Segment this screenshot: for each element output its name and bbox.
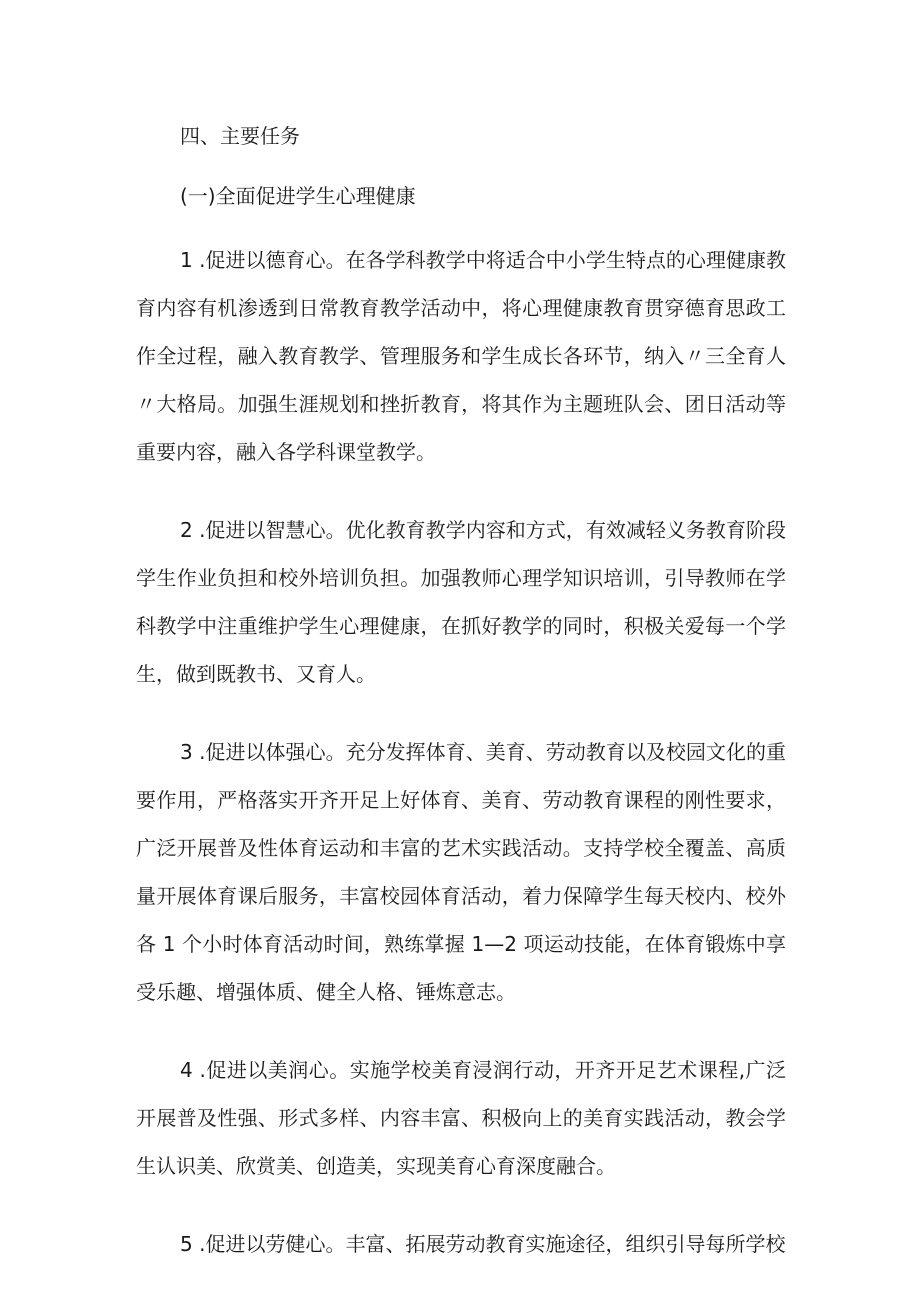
document-body xyxy=(136,112,786,1298)
section-heading: 四、主要任务 xyxy=(180,124,300,148)
paragraph-2: 2 .促进以智慧心。优化教育教学内容和方式，有效减轻义务教育阶段学生作业负担和校外培训负担。加强教师心理学知识培训，引导教师在学科教学中注重维护学生心理健康，在抓好教学的同时，积极关爱每一个学生，做到既教书、又育人。 xyxy=(136,518,786,686)
paragraph-5: 5 .促进以劳健心。丰富、拓展劳动教育实施途径，组织引导每所学校 xyxy=(180,1232,786,1256)
paragraph-4: 4 .促进以美润心。实施学校美育浸润行动，开齐开足艺术课程,广泛开展普及性强、形式多样、内容丰富、积极向上的美育实践活动，教会学生认识美、欣赏美、创造美，实现美育心育深度融合。 xyxy=(136,1058,786,1178)
paragraph-1: 1 .促进以德育心。在各学科教学中将适合中小学生特点的心理健康教育内容有机渗透到日常教育教学活动中，将心理健康教育贯穿德育思政工作全过程，融入教育教学、管理服务和学生成长各环节，纳入〃三全育人〃大格局。加强生涯规划和挫折教育，将其作为主题班队会、团日活动等重要内容，融入各学科课堂教学。 xyxy=(136,248,786,464)
paragraph-3: 3 .促进以体强心。充分发挥体育、美育、劳动教育以及校园文化的重要作用，严格落实开齐开足上好体育、美育、劳动教育课程的刚性要求，广泛开展普及性体育运动和丰富的艺术实践活动。支持学校全覆盖、高质量开展体育课后服务，丰富校园体育活动，着力保障学生每天校内、校外各 1 个小时体育活动时间，熟练掌握 1—2 项运动技能，在体育锻炼中享受乐趣、增强体质、健全人格、锤炼意志。 xyxy=(136,740,786,1004)
subsection-heading: (一)全面促进学生心理健康 xyxy=(180,184,416,208)
